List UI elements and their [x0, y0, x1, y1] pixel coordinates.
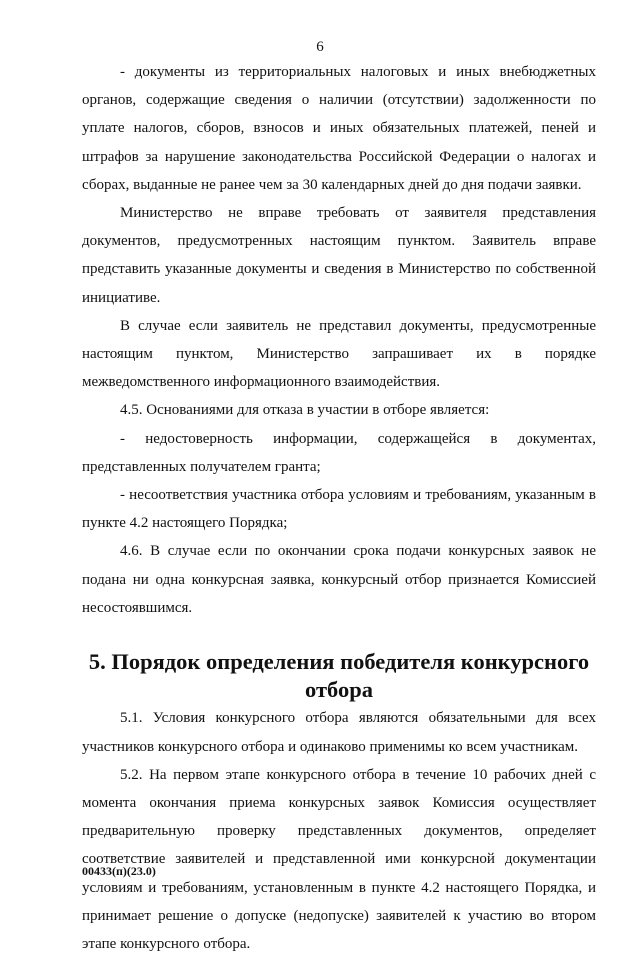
paragraph-refusal-reason-1: - недостоверность информации, содержащейся в документах, представленных получателем гранта;: [82, 430, 596, 475]
page-number: 6: [316, 39, 324, 55]
paragraph-4-6: 4.6. В случае если по окончании срока подачи конкурсных заявок не подана ни одна конкурсная заявка, конкурсный отбор признается Комиссией несостоявшимся.: [82, 543, 596, 616]
paragraph-4-5: 4.5. Основаниями для отказа в участии в отборе является:: [120, 402, 490, 419]
document-code: 00433(п)(23.0): [82, 864, 156, 878]
paragraph-5-2: 5.2. На первом этапе конкурсного отбора в течение 10 рабочих дней с момента окончания приема конкурсных заявок Комиссия осуществляет предварительную проверку представленных документов, определяет соответствие заявителей и представленной ими конкурсной документации условиям и требованиям, установленным в пункте 4.2 настоящего Порядка, и принимает решение о допуске (недопуске) заявителей к участию во втором этапе конкурсного отбора.: [82, 766, 596, 953]
paragraph-refusal-reason-2: - несоответствия участника отбора условиям и требованиям, указанным в пункте 4.2 настоящего Порядка;: [82, 487, 596, 532]
section-heading: 5. Порядок определения победителя конкурсного отбора: [88, 649, 590, 703]
paragraph-ministry-rights: Министерство не вправе требовать от заявителя представления документов, предусмотренных настоящим пунктом. Заявитель вправе представить указанные документы и сведения в Министерство по собственной инициативе.: [82, 205, 596, 306]
paragraph-5-1: 5.1. Условия конкурсного отбора являются обязательными для всех участников конкурсного отбора и одинаково применимы ко всем участникам.: [82, 710, 596, 755]
paragraph-tax-documents: - документы из территориальных налоговых и иных внебюджетных органов, содержащие сведения о наличии (отсутствии) задолженности по уплате налогов, сборов, взносов и иных обязательных платежей, пеней и штрафов за нарушение законодательства Российской Федерации о налогах и сборах, выданные не ранее чем за 30 календарных дней до дня подачи заявки.: [82, 64, 596, 193]
document-body: [82, 58, 596, 958]
paragraph-interagency-request: В случае если заявитель не представил документы, предусмотренные настоящим пунктом, Министерство запрашивает их в порядке межведомственного информационного взаимодействия.: [82, 317, 596, 391]
